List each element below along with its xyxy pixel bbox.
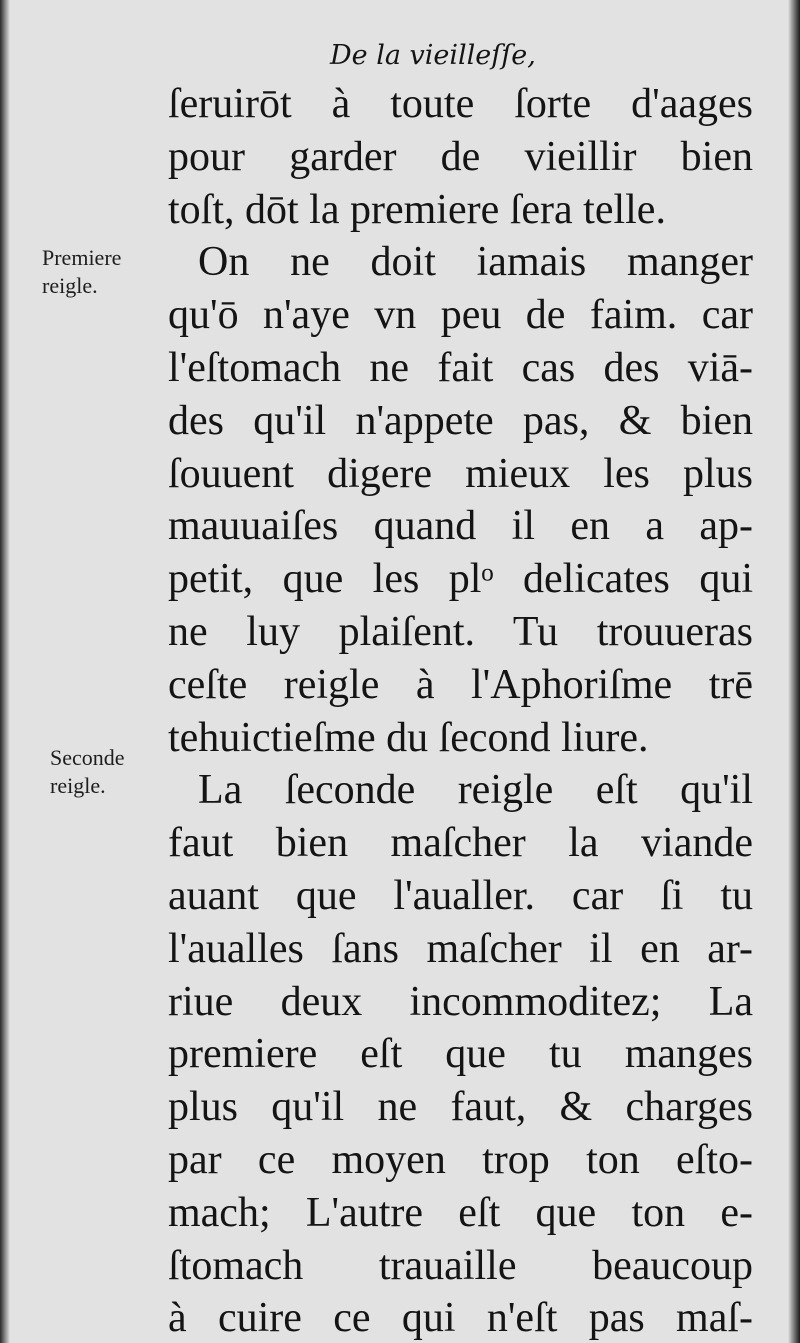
- text-line: pour garder de vieillir bien: [168, 133, 753, 180]
- margin-note-line: Premiere: [42, 245, 122, 270]
- text-line: premiere eſt que tu manges: [168, 1031, 753, 1078]
- text-line: riue deux incommoditez; La: [168, 978, 753, 1025]
- margin-note-seconde-reigle: [50, 744, 125, 800]
- text-line: qu'ō n'aye vn peu de faim. car: [168, 292, 753, 339]
- text-line: ſouuent digere mieux les plus: [168, 450, 753, 497]
- text-line: auant que l'aualler. car ſi tu: [168, 872, 753, 919]
- margin-note-line: reigle.: [42, 273, 98, 298]
- text-line: mach; L'autre eſt que ton e-: [168, 1189, 753, 1236]
- text-line: plus qu'il ne faut, & charges: [168, 1084, 753, 1131]
- text-line: toſt, dōt la premiere ſera telle.: [168, 186, 666, 233]
- running-header: De la vieilleſſe,: [330, 40, 536, 71]
- text-line: petit, que les plᵒ delicates qui: [168, 556, 753, 603]
- text-line: faut bien maſcher la viande: [168, 820, 753, 867]
- text-line: l'aualles ſans maſcher il en ar-: [168, 925, 753, 972]
- text-line: tehuictieſme du ſecond liure.: [168, 714, 649, 761]
- text-line: des qu'il n'appete pas, & bien: [168, 397, 753, 444]
- text-line: ceſte reigle à l'Aphoriſme trē: [168, 661, 753, 708]
- text-line: l'eſtomach ne fait cas des viā-: [168, 344, 753, 391]
- text-line: par ce moyen trop ton eſto-: [168, 1136, 753, 1183]
- text-line: La ſeconde reigle eſt qu'il: [198, 767, 753, 814]
- text-line: à cuire ce qui n'eſt pas maſ-: [168, 1295, 753, 1342]
- text-line: ſeruirōt à toute ſorte d'aages: [168, 81, 753, 127]
- text-line: ne luy plaiſent. Tu trouueras: [168, 608, 753, 655]
- body-text: [168, 78, 753, 1343]
- text-line: On ne doit iamais manger: [198, 239, 753, 286]
- margin-note-line: reigle.: [50, 773, 106, 798]
- margin-note-premiere-reigle: [42, 244, 121, 300]
- text-line: mauuaiſes quand il en a ap-: [168, 503, 753, 550]
- text-line: ſtomach trauaille beaucoup: [168, 1242, 753, 1289]
- margin-note-line: Seconde: [50, 745, 125, 770]
